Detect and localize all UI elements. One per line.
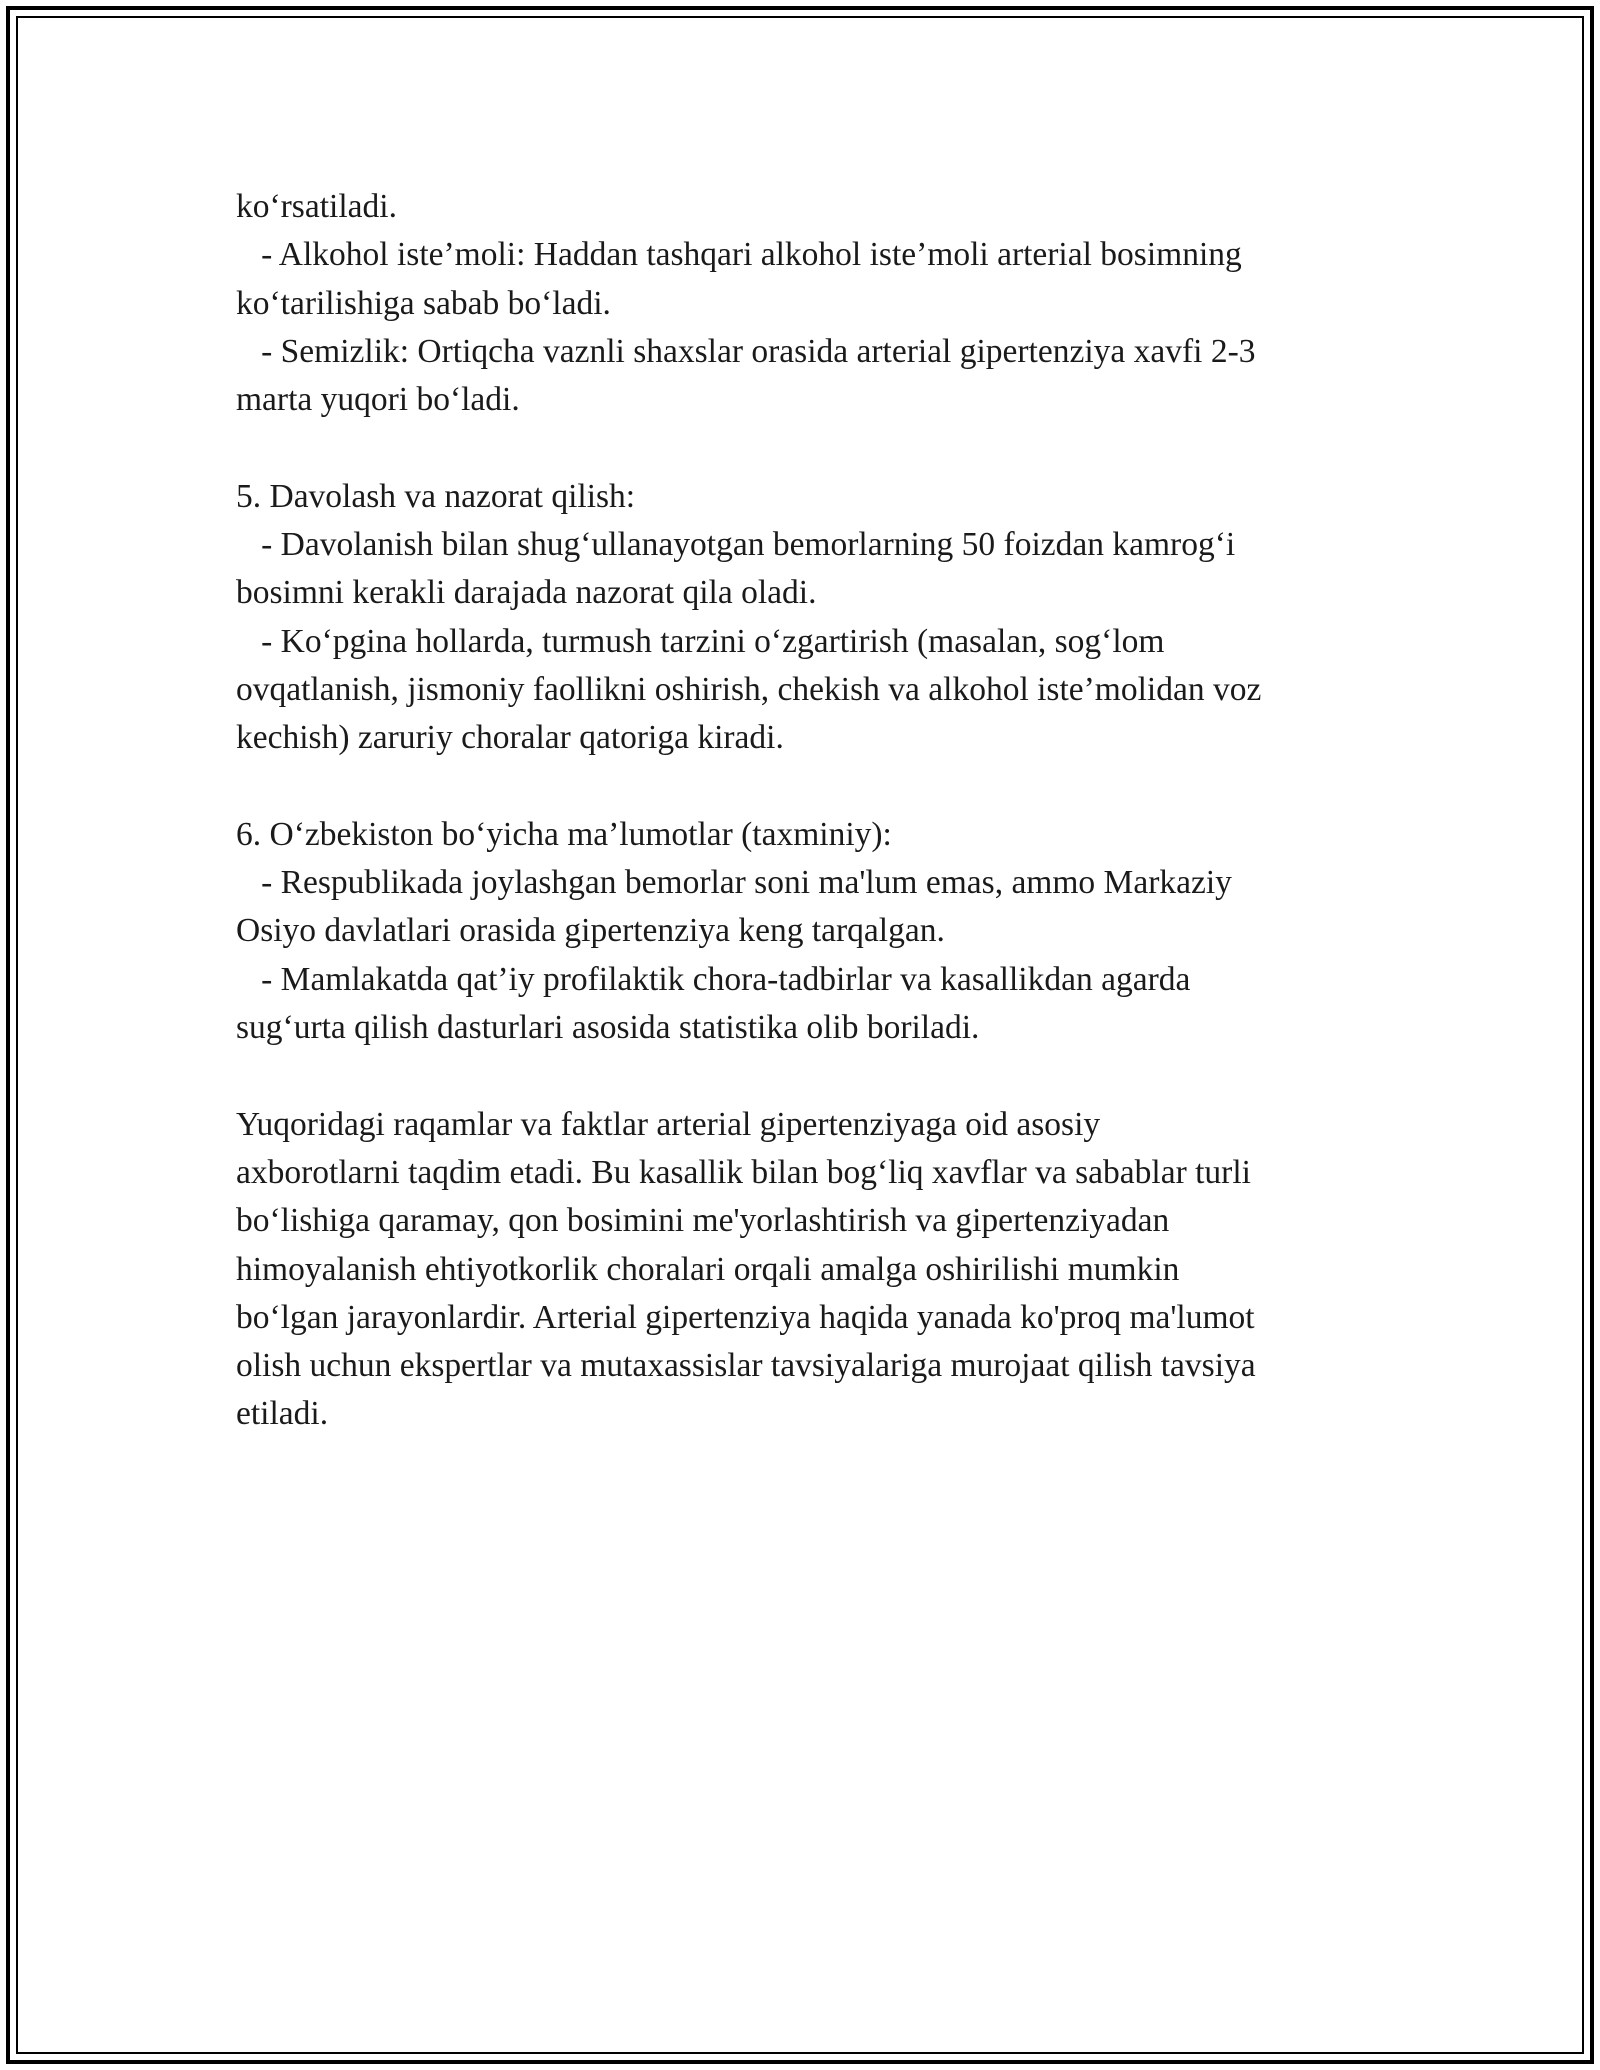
paragraph-spacer xyxy=(236,1052,1366,1100)
text-line: - Respublikada joylashgan bemorlar soni ma'lum emas, ammo Markaziy xyxy=(236,864,1232,902)
text-line: bosimni kerakli darajada nazorat qila oladi. xyxy=(236,574,817,612)
conclusion-paragraph xyxy=(236,1101,1366,1439)
text-line: Osiyo davlatlari orasida gipertenziya keng tarqalgan. xyxy=(236,912,945,950)
text-line: Yuqoridagi raqamlar va faktlar arterial gipertenziyaga oid asosiy xyxy=(236,1105,1101,1143)
text-line: bo‘lishiga qaramay, qon bosimini me'yorlashtirish va gipertenziyadan xyxy=(236,1202,1170,1240)
paragraph-spacer xyxy=(236,424,1366,472)
text-line: - Mamlakatda qat’iy profilaktik chora-tadbirlar va kasallikdan agarda xyxy=(236,960,1191,998)
document-body xyxy=(236,183,1366,1439)
section-heading: 5. Davolash va nazorat qilish: xyxy=(236,477,636,515)
text-line: olish uchun ekspertlar va mutaxassislar tavsiyalariga murojaat qilish tavsiya xyxy=(236,1347,1256,1385)
text-line: axborotlarni taqdim etadi. Bu kasallik bilan bog‘liq xavflar va sabablar turli xyxy=(236,1153,1251,1191)
text-line: ovqatlanish, jismoniy faollikni oshirish, chekish va alkohol iste’molidan voz xyxy=(236,670,1262,708)
text-line: - Ko‘pgina hollarda, turmush tarzini o‘zgartirish (masalan, sog‘lom xyxy=(236,622,1165,660)
text-line: - Davolanish bilan shug‘ullanayotgan bemorlarning 50 foizdan kamrog‘i xyxy=(236,526,1236,564)
section-6 xyxy=(236,811,1366,1052)
section-5 xyxy=(236,473,1366,763)
text-line: ko‘tarilishiga sabab bo‘ladi. xyxy=(236,284,611,322)
text-line: bo‘lgan jarayonlardir. Arterial gipertenziya haqida yanada ko'proq ma'lumot xyxy=(236,1298,1255,1336)
text-line: etiladi. xyxy=(236,1395,329,1433)
text-line: marta yuqori bo‘ladi. xyxy=(236,381,520,419)
text-line: ko‘rsatiladi. xyxy=(236,188,397,225)
text-line: kechish) zaruriy choralar qatoriga kiradi. xyxy=(236,719,784,757)
text-line: - Semizlik: Ortiqcha vaznli shaxslar orasida arterial gipertenziya xavfi 2-3 xyxy=(236,332,1256,370)
paragraph-spacer xyxy=(236,763,1366,811)
text-line: - Alkohol iste’moli: Haddan tashqari alkohol iste’moli arterial bosimning xyxy=(236,236,1242,274)
continuation-paragraph xyxy=(236,183,1366,424)
text-line: himoyalanish ehtiyotkorlik choralari orqali amalga oshirilishi mumkin xyxy=(236,1250,1180,1288)
text-line: sug‘urta qilish dasturlari asosida statistika olib boriladi. xyxy=(236,1009,980,1047)
section-heading: 6. O‘zbekiston bo‘yicha ma’lumotlar (taxminiy): xyxy=(236,815,892,853)
